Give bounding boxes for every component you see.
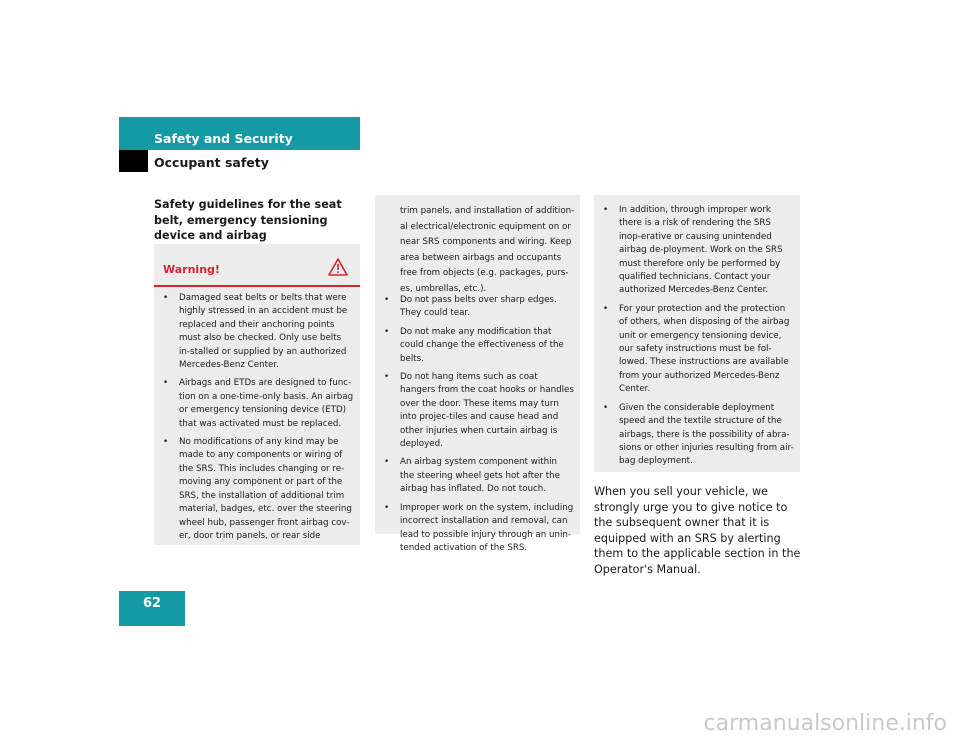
body-paragraph: When you sell your vehicle, we strongly urge you to give notice to the subsequent owner that it is equipped with an SRS by alerting them to the applicable section in the Operator's Manual. <box>594 485 801 576</box>
warning-box-continued-2 <box>594 195 800 472</box>
list-item: • Airbags and ETDs are designed to func-tion on a one-time-only basis. An airbag or emergency tensioning device (ETD) that was activated must be replaced. <box>154 377 360 431</box>
watermark: carmanualsonline.info <box>703 711 947 736</box>
list-item: • Do not hang items such as coat hangers from the coat hooks or handles over the door. These items may turn into projec-tiles and cause head and other injuries when curtain airbag is deployed. <box>375 371 580 451</box>
section-heading: Safety guidelines for the seat belt, emergency tensioning device and airbag <box>154 198 342 242</box>
warning-triangle-icon <box>328 258 348 276</box>
section-marker <box>119 150 148 172</box>
list-item: • Do not make any modification that could change the effectiveness of the belts. <box>375 326 580 366</box>
list-item: • An airbag system component within the steering wheel gets hot after the airbag has inflated. Do not touch. <box>375 456 580 496</box>
warning-list <box>154 292 360 548</box>
chapter-title: Safety and Security <box>154 131 293 146</box>
list-item: • No modifications of any kind may be made to any components or wiring of the SRS. This includes changing or re-moving any component or part of the SRS, the installation of additional trim material, badges, etc. over the steering wheel hub, passenger front airbag cov-er, door trim panels, or rear side <box>154 436 360 543</box>
warning-title: Warning! <box>163 263 220 276</box>
page-number-box <box>119 591 185 626</box>
list-item: • Do not pass belts over sharp edges. They could tear. <box>375 294 580 321</box>
list-item: • Given the considerable deployment speed and the textile structure of the airbags, there is the possibility of abra-sions or other injuries resulting from air-bag deployment. <box>594 402 800 469</box>
page-number: 62 <box>142 596 162 611</box>
warning-box <box>154 244 360 545</box>
chapter-header-bar <box>119 117 360 150</box>
list-item: • Improper work on the system, including incorrect installation and removal, can lead to possible injury through an unin-tended activation of the SRS. <box>375 502 580 556</box>
list-item: • For your protection and the protection of others, when disposing of the airbag unit or emergency tensioning device, our safety instructions must be fol-lowed. These instructions are available from your authorized Mercedes-Benz Center. <box>594 303 800 397</box>
section-title: Occupant safety <box>154 155 269 170</box>
warning-list <box>375 294 580 560</box>
continuation-text: trim panels, and installation of addition-al electrical/electronic equipment on or near SRS components and wiring. Keep area between airbags and occupants free from objects (e.g. packages, purs-es, umbrellas, etc.). <box>400 206 575 294</box>
list-item: • In addition, through improper work there is a risk of rendering the SRS inop-erative or causing unintended airbag de-ployment. Work on the SRS must therefore only be performed by qualified technicians. Contact your authorized Mercedes-Benz Center. <box>594 204 800 298</box>
warning-header <box>154 244 360 287</box>
warning-box-continued <box>375 195 580 553</box>
list-item: • Damaged seat belts or belts that were highly stressed in an accident must be replaced and their anchoring points must also be checked. Only use belts in-stalled or supplied by an authorized Mercedes-Benz Center. <box>154 292 360 372</box>
warning-list <box>594 204 800 474</box>
